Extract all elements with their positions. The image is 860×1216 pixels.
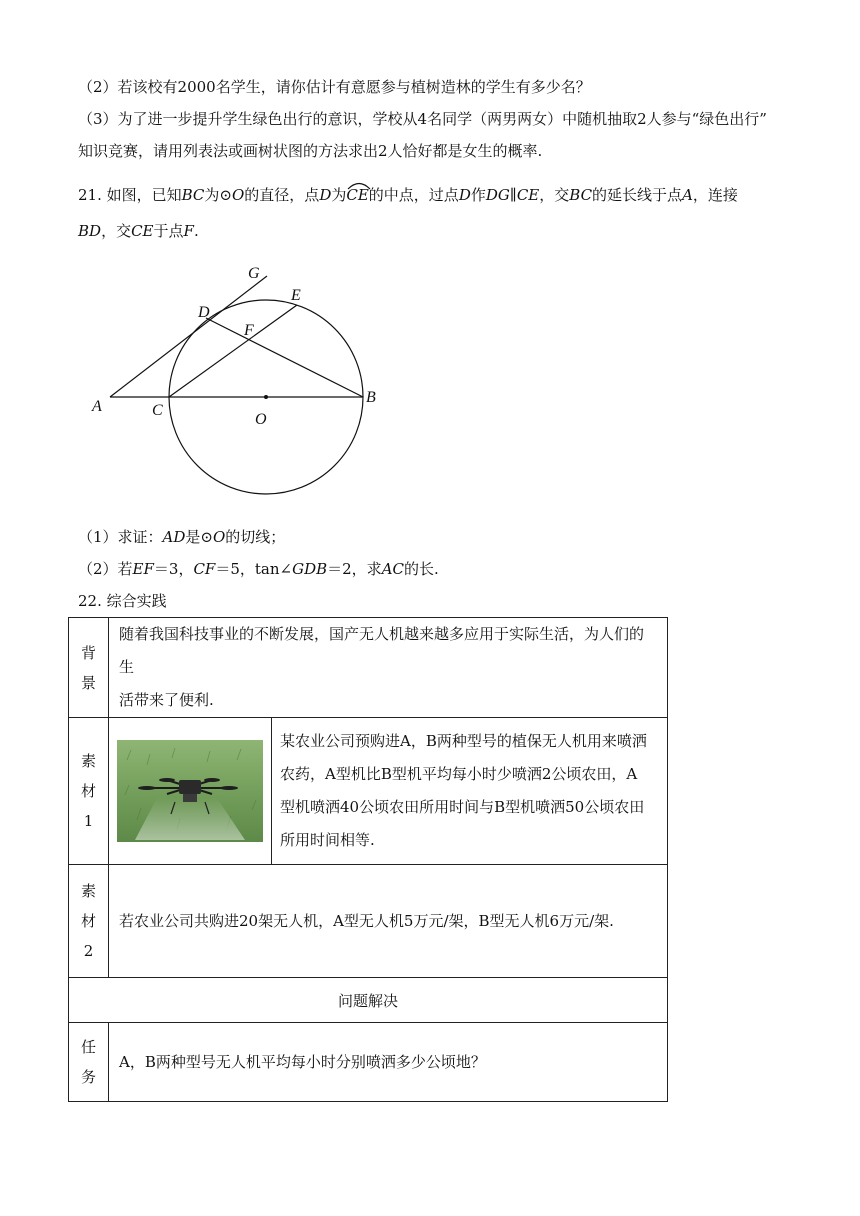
q21-part2: （2）若EF＝3，CF＝5，tan∠GDB＝2，求AC的长. — [78, 560, 439, 578]
cell-m1-label: 素 材 1 — [69, 718, 109, 865]
row-material-2 — [69, 865, 668, 978]
cell-task-text: A，B两种型号无人机平均每小时分别喷洒多少公顷地？ — [109, 1023, 668, 1102]
cell-m2-text: 若农业公司共购进20架无人机，A型无人机5万元/架，B型无人机6万元/架. — [109, 865, 668, 978]
label-c: C — [152, 402, 163, 419]
drone-photo — [117, 740, 263, 842]
q21-stem-line1: 21. 如图，已知BC为⊙O的直径，点D为 CE的中点，过点D作DG∥CE，交BC的延长线于点A，连接 — [78, 184, 738, 205]
row-background — [69, 618, 668, 718]
q20-part3-line2: 知识竞赛，请用列表法或画树状图的方法求出2人恰好都是女生的概率. — [78, 142, 543, 160]
label-f: F — [244, 322, 254, 339]
cell-task-label: 任 务 — [69, 1023, 109, 1102]
q20-part3-line1: （3）为了进一步提升学生绿色出行的意识，学校从4名同学（两男两女）中随机抽取2人参与“绿色出行” — [78, 110, 767, 128]
center-dot — [264, 395, 268, 399]
label-o: O — [255, 411, 267, 428]
row-material-1 — [69, 718, 668, 865]
practice-table — [68, 617, 668, 1102]
row-task — [69, 1023, 668, 1102]
cell-bg-label: 背 景 — [69, 618, 109, 718]
label-a: A — [92, 398, 102, 415]
q20-part2: （2）若该校有2000名学生，请你估计有意愿参与植树造林的学生有多少名？ — [78, 78, 591, 96]
label-g: G — [248, 265, 260, 282]
label-d: D — [198, 304, 210, 321]
q22-title: 22. 综合实践 — [78, 592, 167, 610]
label-b: B — [366, 389, 376, 406]
line-db — [206, 318, 363, 397]
geometry-figure — [80, 258, 390, 508]
cell-m1-photo — [109, 718, 272, 865]
q21-stem-line2: BD，交CE于点F. — [78, 222, 199, 240]
cell-bg-text: 随着我国科技事业的不断发展，国产无人机越来越多应用于实际生活，为人们的生 活带来了便利. — [109, 618, 668, 718]
arc-ce: CE — [346, 186, 368, 204]
cell-m2-label: 素 材 2 — [69, 865, 109, 978]
drone-image-icon — [117, 740, 263, 842]
label-e: E — [291, 287, 301, 304]
cell-m1-text: 某农业公司预购进A，B两种型号的植保无人机用来喷洒 农药，A型机比B型机平均每小时少喷洒2公顷农田，A 型机喷洒40公顷农田所用时间与B型机喷洒50公顷农田 所用时间相等. — [272, 718, 668, 865]
line-ce — [169, 305, 297, 397]
arc-symbol-icon — [346, 180, 372, 190]
cell-solve-header: 问题解决 — [69, 978, 668, 1023]
row-solve-header — [69, 978, 668, 1023]
q21-part1: （1）求证：AD是⊙O的切线； — [78, 528, 286, 546]
